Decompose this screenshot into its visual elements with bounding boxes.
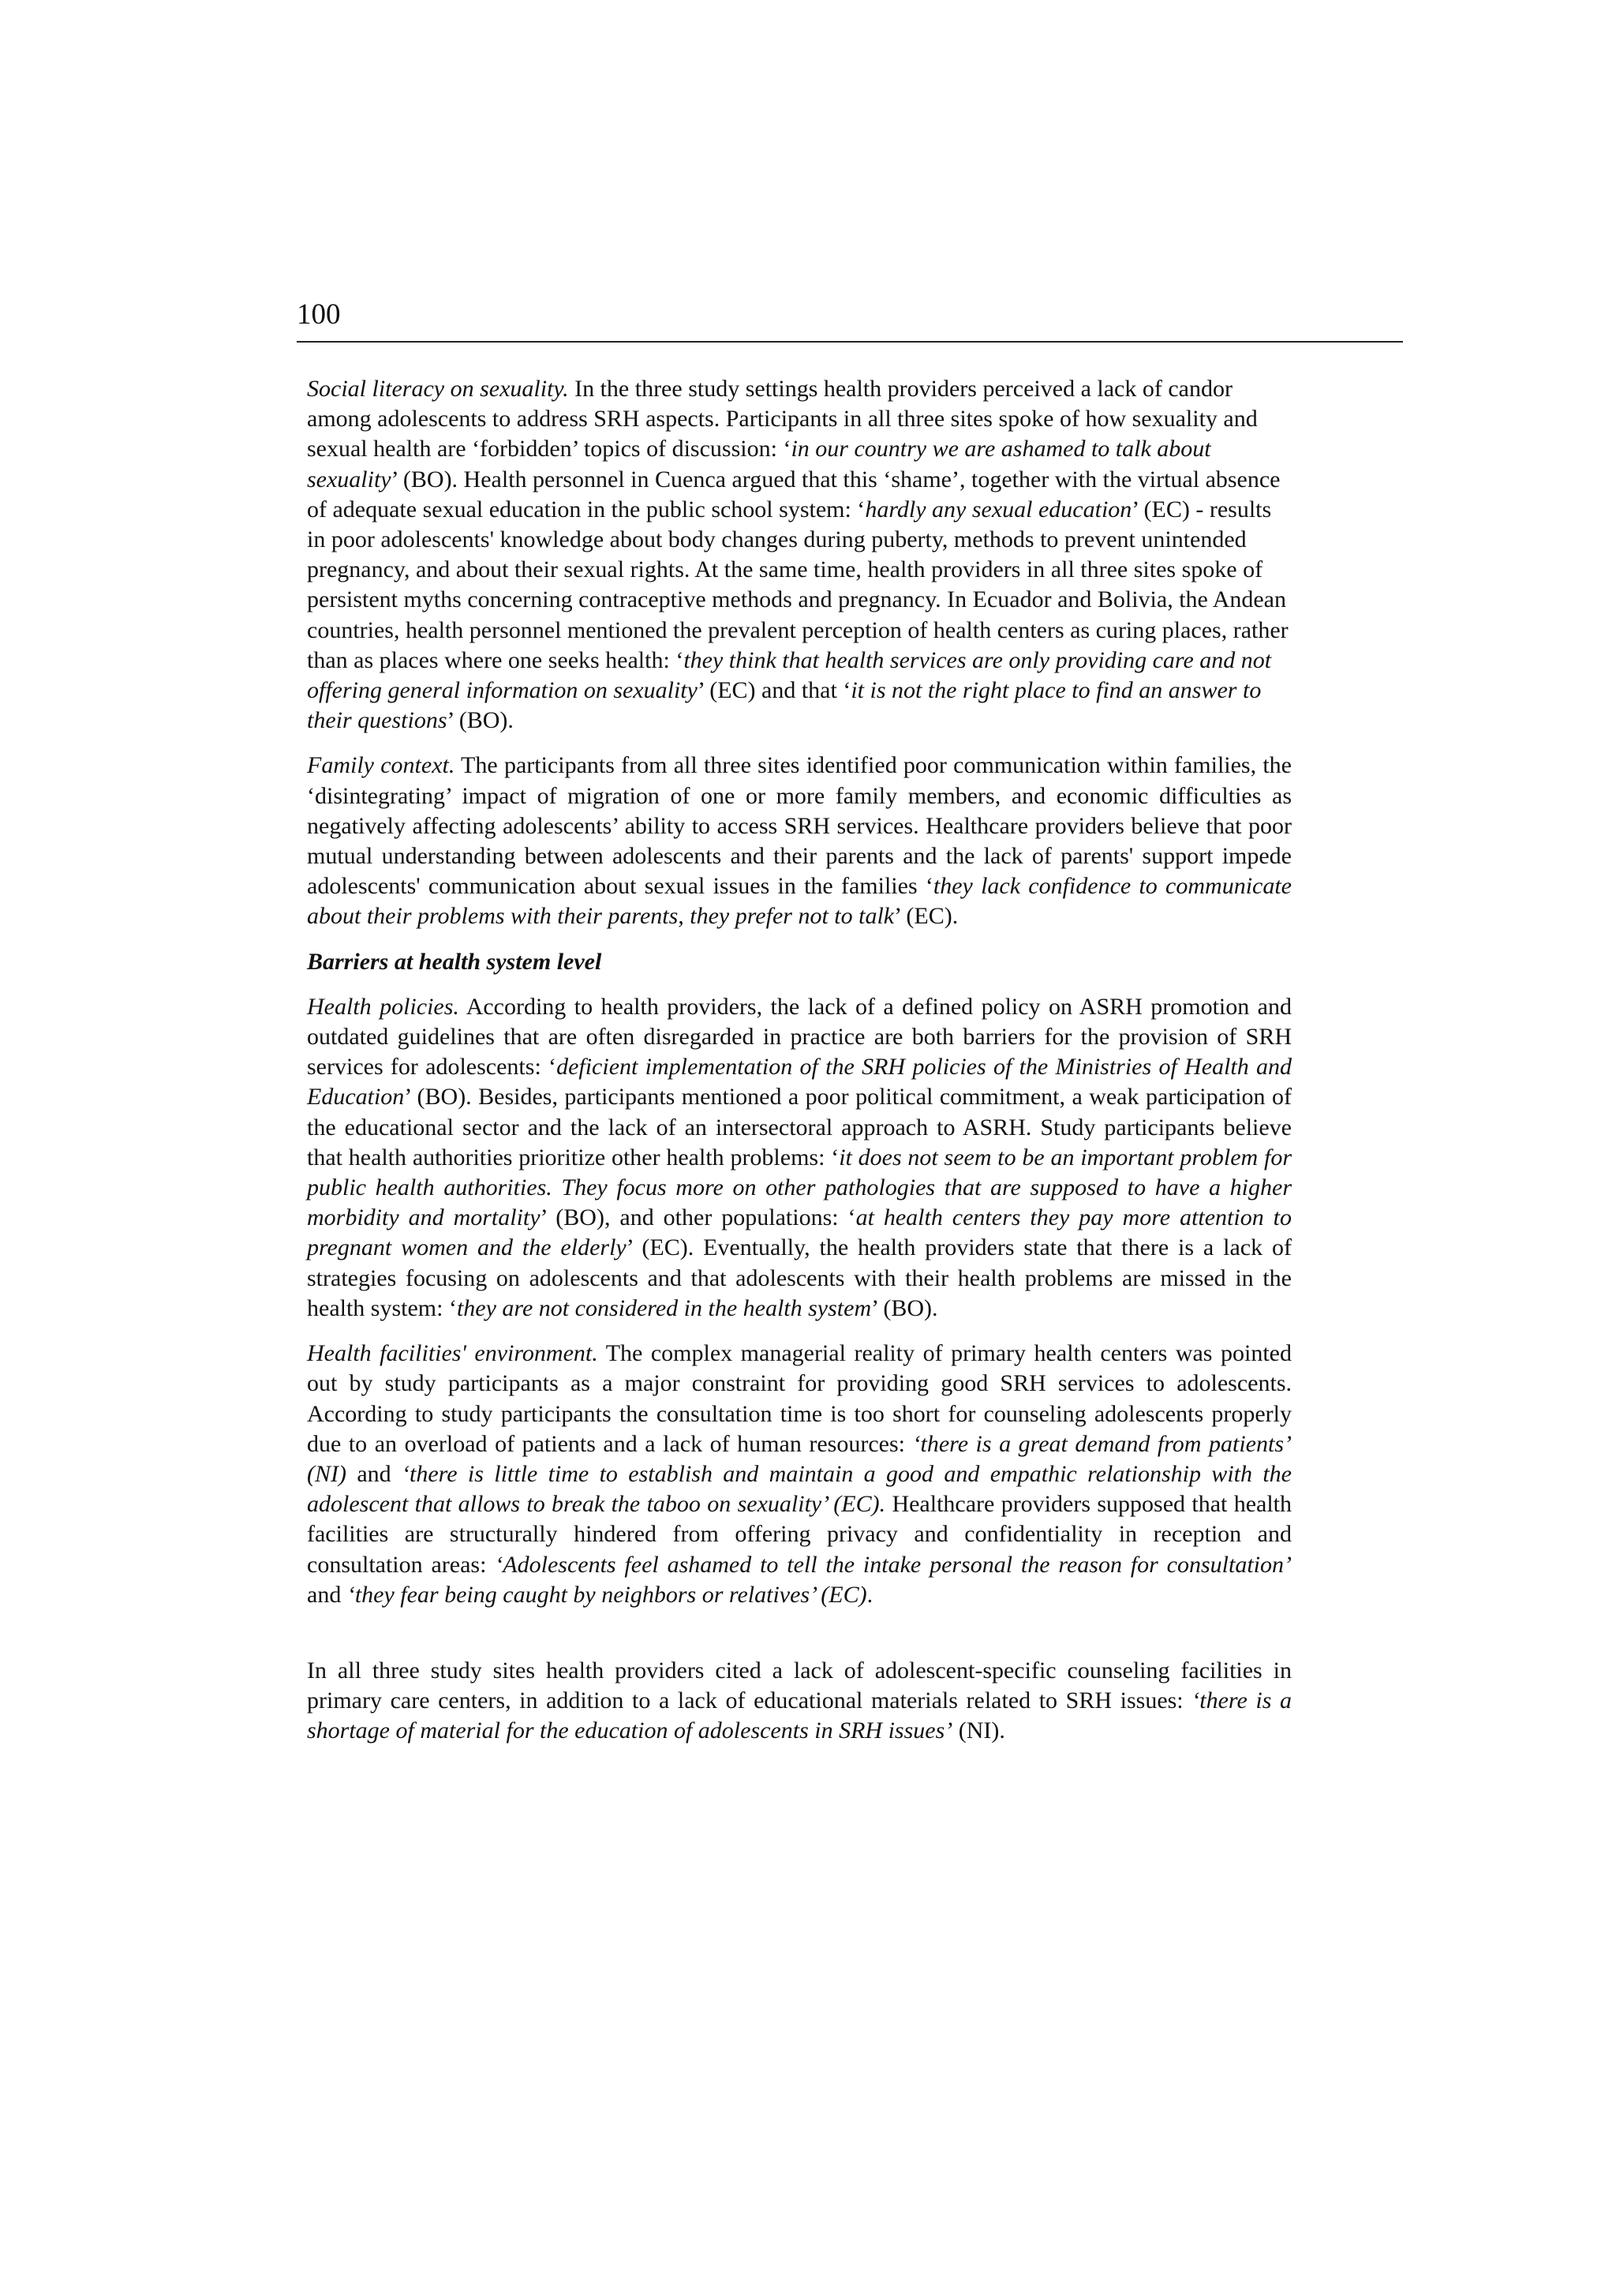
quote: hardly any sexual education bbox=[865, 496, 1132, 522]
quote: they lack confidence to communicate about their problems with their parents, they prefer not to talk bbox=[307, 873, 1292, 930]
run: According to health providers, the lack of a defined policy on ASRH promotion and outdated guidelines that are often disregarded in practice are both barriers for the provision of SRH services for adolescents: ‘ bbox=[307, 993, 1292, 1081]
run: ’ (BO), and other populations: ‘ bbox=[540, 1204, 856, 1231]
quote: it is not the right place to find an answer to their questions bbox=[307, 677, 1262, 734]
paragraph-health-policies bbox=[307, 992, 1292, 1324]
quote: ‘Adolescents feel ashamed to tell the intake personal the reason for consultation’ bbox=[495, 1551, 1292, 1578]
header-rule bbox=[297, 341, 1403, 343]
body-text bbox=[307, 374, 1292, 1762]
run: ’ (BO). Health personnel in Cuenca argued that this ‘shame’, together with the virtual absence of adequate sexual education in the public school system: ‘ bbox=[307, 466, 1281, 522]
run-heading: Social literacy on sexuality. bbox=[307, 376, 569, 402]
run: ’ (BO). bbox=[871, 1294, 938, 1321]
section-heading: Barriers at health system level bbox=[307, 948, 602, 975]
run: ’ (EC). Eventually, the health providers state that there is a lack of strategies focusing on adolescents and that adolescents with their health problems are missed in the health system: ‘ bbox=[307, 1234, 1292, 1321]
run: Healthcare providers supposed that health facilities are structurally hindered from offering privacy and confidentiality in reception and consultation areas: bbox=[307, 1491, 1292, 1578]
run: (NI). bbox=[952, 1717, 1005, 1744]
quote: at health centers they pay more attention to pregnant women and the elderly bbox=[307, 1204, 1292, 1261]
run: The complex managerial reality of primary health centers was pointed out by study participants as a major constraint for providing good SRH services to adolescents. According to study participants the consultation time is too short for counseling adolescents properly due to an overload of patients and a lack of human resources: bbox=[307, 1340, 1292, 1457]
paragraph-social-literacy bbox=[307, 374, 1292, 736]
run-heading: Health policies. bbox=[307, 993, 459, 1020]
paragraph-counseling-facilities bbox=[307, 1656, 1292, 1747]
run: ’ (BO). bbox=[447, 707, 514, 734]
quote: they are not considered in the health system bbox=[456, 1294, 872, 1321]
run-heading: Family context. bbox=[307, 752, 455, 779]
run: and bbox=[346, 1460, 402, 1487]
run: In the three study settings health providers perceived a lack of candor among adolescents to address SRH aspects. Participants in all three sites spoke of how sexuality and sexual health are ‘forbidden’ topics of discussion: ‘ bbox=[307, 376, 1258, 463]
run-heading: Health facilities' environment. bbox=[307, 1340, 598, 1367]
quote: ‘there is a great demand from patients’ (NI) bbox=[307, 1430, 1292, 1487]
quote: deficient implementation of the SRH policies of the Ministries of Health and Education bbox=[307, 1054, 1292, 1111]
quote: ‘they fear being caught by neighbors or relatives’ (EC) bbox=[346, 1581, 867, 1608]
run: ’ (BO). Besides, participants mentioned a poor political commitment, a weak participation of the educational sector and the lack of an intersectoral approach to ASRH. Study participants believe that health authorities prioritize other health problems: ‘ bbox=[307, 1084, 1292, 1170]
run: In all three study sites health providers cited a lack of adolescent-specific counseling facilities in primary care centers, in addition to a lack of educational materials related to SRH issues: bbox=[307, 1657, 1292, 1714]
run: ’ (EC) and that ‘ bbox=[697, 677, 851, 704]
run: . bbox=[866, 1581, 873, 1608]
paragraph-family-context bbox=[307, 751, 1292, 931]
run: and bbox=[307, 1581, 347, 1608]
quote: ‘there is little time to establish and maintain a good and empathic relationship with the adolescent that allows to break the taboo on sexuality’ (EC). bbox=[307, 1460, 1292, 1518]
quote: it does not seem to be an important problem for public health authorities. They focus more on other pathologies that are supposed to have a higher morbidity and mortality bbox=[307, 1144, 1292, 1231]
run: ’ (EC). bbox=[894, 903, 959, 930]
paragraph-health-facilities bbox=[307, 1339, 1292, 1610]
page-number: 100 bbox=[297, 298, 341, 331]
quote: ‘there is a shortage of material for the education of adolescents in SRH issues’ bbox=[307, 1687, 1292, 1744]
run: The participants from all three sites identified poor communication within families, the ‘disintegrating’ impact of migration of one or more family members, and economic difficulties as negatively affecting adolescents’ ability to access SRH services. Healthcare providers believe that poor mutual understanding between adolescents and their parents and the lack of parents' support impede adolescents' communication about sexual issues in the families ‘ bbox=[307, 752, 1292, 900]
run: ’ (EC) - results in poor adolescents' knowledge about body changes during puberty, methods to prevent unintended pregnancy, and about their sexual rights. At the same time, health providers in all three sites spoke of persistent myths concerning contraceptive methods and pregnancy. In Ecuador and Bolivia, the Andean countries, health personnel mentioned the prevalent perception of health centers as curing places, rather than as places where one seeks health: ‘ bbox=[307, 496, 1289, 673]
quote: they think that health services are only providing care and not offering general information on sexuality bbox=[307, 646, 1272, 704]
quote: in our country we are ashamed to talk about sexuality bbox=[307, 436, 1211, 493]
